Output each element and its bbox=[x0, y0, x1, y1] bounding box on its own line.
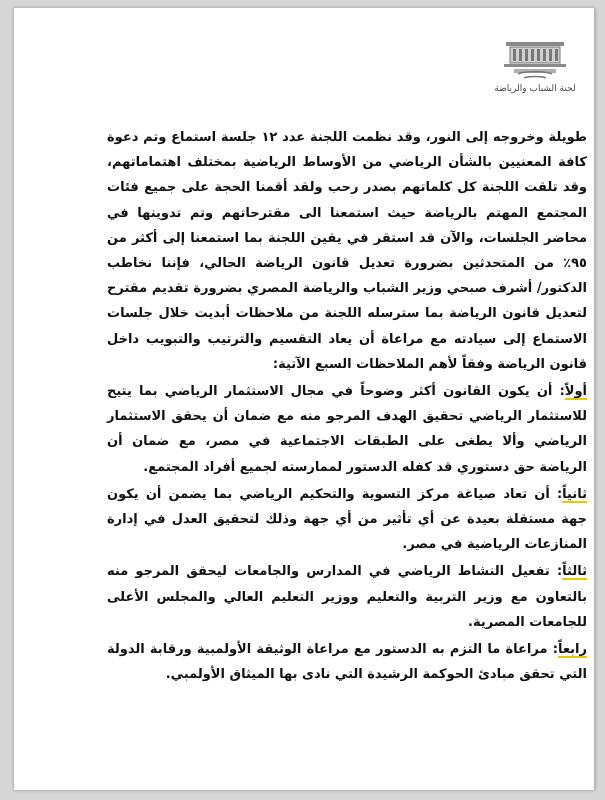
document-body bbox=[107, 125, 587, 687]
item-text: : أن تعاد صياغة مركز التسوية والتحكيم الرياضي بما يضمن أن يكون جهة مستقلة بعيدة عن أي تأثير من أي جهة وذلك لتحقيق العدل في إدارة المنازعات الرياضية في مصر. bbox=[107, 486, 587, 553]
item-text: : أن يكون القانون أكثر وضوحاً في مجال الاستثمار الرياضي بما يتيح للاستثمار الرياضي تحقيق الهدف المرجو منه مع ضمان أن يحقق الاستثمار الرياضي وألا يطغى على الطبقات الاجتماعية في مصر، مع ضمان أن الرياضة حق دستوري قد كفله الدستور لممارسته لجميع أفراد المجتمع. bbox=[107, 384, 587, 475]
recommendation-2 bbox=[107, 482, 587, 558]
recommendation-1 bbox=[107, 379, 587, 480]
item-lead: ثانياً bbox=[562, 486, 587, 502]
intro-paragraph: طويلة وخروجه إلى النور، وقد نظمت اللجنة عدد ١٢ جلسة استماع وتم دعوة كافة المعنيين بالشأن الرياضي من الأوساط الرياضية بمختلف اهتماماتهم، وقد تلقت اللجنة كل كلماتهم بصدر رحب ولقد أقمنا الحجة على جميع فئات المجتمع المهتم بالرياضة حيث استمعنا الى مقترحاتهم وتم تدوينها في محاضر الجلسات، والآن قد استقر في يقين اللجنة بما استمعنا إلى أكثر من ٩٥٪ من المتحدثين بضرورة تعديل قانون الرياضة الحالي، فإننا نخاطب الدكتور/ أشرف صبحي وزير الشباب والرياضة المصري بضرورة تقديم مقترح لتعديل قانون الرياضة بما سترسله اللجنة من ملاحظات أبديت خلال جلسات الاستماع إلى سيادته مع مراعاة أن يعاد التقسيم والترتيب والتبويب داخل قانون الرياضة وفقاً لأهم الملاحظات السبع الآتية: bbox=[107, 130, 588, 372]
logo-caption: لجنة الشباب والرياضة bbox=[494, 84, 576, 94]
item-lead: ثالثاً bbox=[562, 564, 587, 580]
document-page bbox=[14, 8, 595, 790]
item-lead: أولاً bbox=[564, 384, 587, 400]
item-text: : مراعاة ما التزم به الدستور مع مراعاة الوثيقة الأولمبية ورقابة الدولة التي تحقق مبادئ الحوكمة الرشيدة التي نادى بها الميثاق الأولمبي. bbox=[107, 642, 587, 683]
recommendation-3 bbox=[107, 559, 587, 635]
parliament-building-icon bbox=[500, 38, 570, 84]
parliament-logo bbox=[492, 38, 578, 98]
item-text: : تفعيل النشاط الرياضي في المدارس والجامعات ليحقق المرجو منه بالتعاون مع وزير التربية والتعليم ووزير التعليم العالي والمجلس الأعلى للجامعات المصرية. bbox=[107, 564, 587, 630]
item-lead: رابعاً bbox=[557, 642, 587, 658]
recommendation-4 bbox=[107, 637, 587, 687]
